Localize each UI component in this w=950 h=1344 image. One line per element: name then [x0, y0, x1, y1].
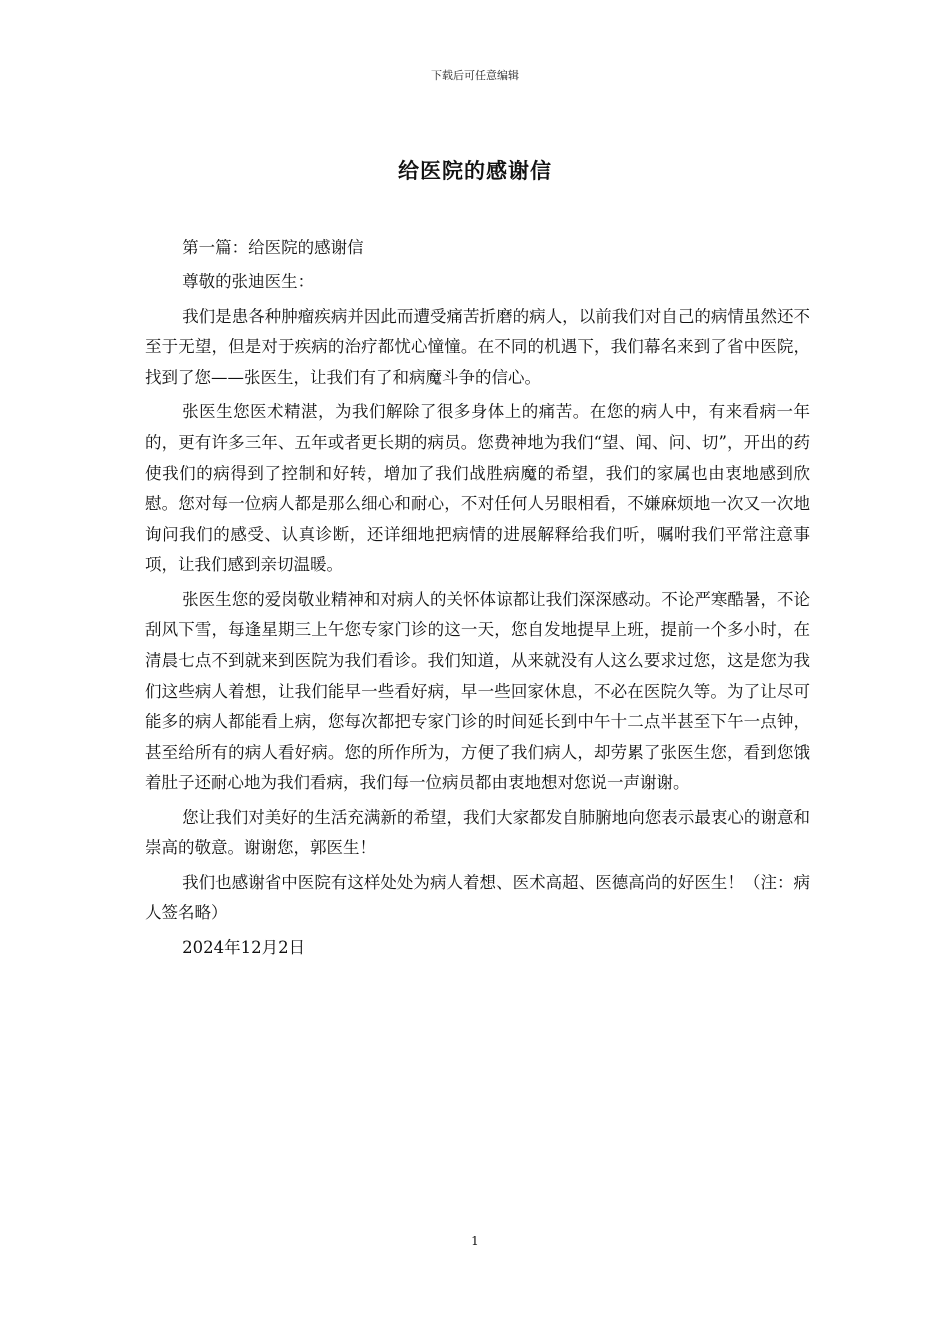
document-title: 给医院的感谢信 [398, 158, 552, 183]
page-number: 1 [471, 1234, 479, 1248]
body-paragraph: 我们也感谢省中医院有这样处处为病人着想、医术高超、医德高尚的好医生！（注：病人签名略） [145, 872, 810, 923]
body-paragraph: 我们是患各种肿瘤疾病并因此而遭受痛苦折磨的病人，以前我们对自己的病情虽然还不至于无望，但是对于疾病的治疗都忧心憧憧。在不同的机遇下，我们幕名来到了省中医院，找到了您——张医生，让我们有了和病魔斗争的信心。 [145, 306, 810, 387]
section-heading: 第一篇：给医院的感谢信 [182, 238, 364, 257]
salutation: 尊敬的张迪医生： [182, 272, 315, 292]
body-paragraph: 张医生您的爱岗敬业精神和对病人的关怀体谅都让我们深深感动。不论严寒酷暑，不论刮风下雪，每逢星期三上午您专家门诊的这一天，您自发地提早上班，提前一个多小时，在清晨七点不到就来到医院为我们看诊。我们知道，从来就没有人这么要求过您，这是您为我们这些病人着想，让我们能早一些看好病，早一些回家休息，不必在医院久等。为了让尽可能多的病人都能看上病，您每次都把专家门诊的时间延长到中午十二点半甚至下午一点钟，甚至给所有的病人看好病。您的所作所为，方便了我们病人，却劳累了张医生您，看到您饿着肚子还耐心地为我们看病，我们每一位病员都由衷地想对您说一声谢谢。 [145, 589, 810, 793]
body-paragraph: 您让我们对美好的生活充满新的希望，我们大家都发自肺腑地向您表示最衷心的谢意和崇高的敬意。谢谢您，郭医生！ [145, 807, 810, 858]
letter-body [145, 233, 810, 967]
body-paragraph: 张医生您医术精湛，为我们解除了很多身体上的痛苦。在您的病人中，有来看病一年的，更有许多三年、五年或者更长期的病员。您费神地为我们“望、闻、问、切”，开出的药使我们的病得到了控制和好转，增加了我们战胜病魔的希望，我们的家属也由衷地感到欣慰。您对每一位病人都是那么细心和耐心，不对任何人另眼相看，不嫌麻烦地一次又一次地询问我们的感受、认真诊断，还详细地把病情的进展解释给我们听，嘱咐我们平常注意事项，让我们感到亲切温暖。 [145, 402, 810, 575]
header-note: 下载后可任意编辑 [431, 69, 519, 82]
letter-date: 2024年12月2日 [182, 937, 306, 957]
